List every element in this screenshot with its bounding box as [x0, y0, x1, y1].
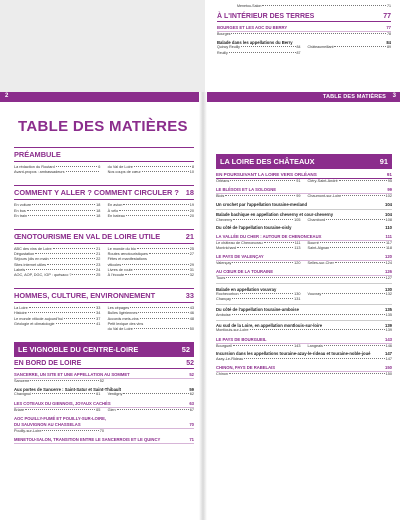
toc-entry-balade-berry[interactable]: Balade dans les appellations du Berry 84: [217, 39, 391, 45]
subheading-blesois[interactable]: LE BLÉSOIS ET LA SOLOGNE 99: [216, 187, 392, 193]
section-loire-des-chateaux[interactable]: LA LOIRE DES CHÂTEAUX 91: [216, 154, 392, 169]
toc-entry[interactable]: Nos coups de cœur 10: [107, 170, 194, 175]
toc-entry[interactable]: Pouilly-sur-Loire 70: [14, 428, 104, 433]
toc-entry[interactable]: AOC, AOP, DGC, IGP : quésaco ? 25: [14, 273, 101, 278]
toc-entry[interactable]: Menetou-Salon 71: [237, 4, 391, 8]
toc-entry[interactable]: Saint-Aignan 118: [307, 246, 392, 251]
background-top-left: [0, 0, 205, 92]
toc-entry[interactable]: À vélo 20: [107, 208, 194, 213]
toc-entry[interactable]: Chambord 108: [307, 217, 392, 222]
toc-entry-balade-cheverny[interactable]: Balade bachique en appellation cheverny et cour-cheverny 104: [216, 212, 392, 218]
right-header-bar: [206, 92, 400, 102]
subheading-bourges-berry[interactable]: BOURGES ET LES AOC DU BERRY 77: [217, 25, 391, 31]
section-comment-y-aller[interactable]: COMMENT Y ALLER ? COMMENT CIRCULER ? 18: [14, 185, 194, 200]
toc-entry[interactable]: Le château de Chenonceau 111: [216, 240, 301, 245]
toc-entry[interactable]: Orléans 91: [216, 179, 301, 183]
toc-entry[interactable]: Selles-sur-Cher 124: [307, 261, 392, 266]
left-page-number: 2: [5, 93, 9, 99]
toc-entry[interactable]: Montlouis-sur-Loire 139: [216, 328, 392, 333]
toc-entry[interactable]: Quincy Reuilly 84: [217, 45, 301, 50]
toc-entry[interactable]: Tours 127: [216, 276, 392, 281]
running-head: TABLE DES MATIÈRES: [322, 93, 386, 100]
toc-entry[interactable]: En voiture 18: [14, 203, 101, 208]
left-header-bar: [0, 92, 200, 102]
toc-entry[interactable]: Chavignol 61: [14, 392, 101, 397]
toc-entry[interactable]: Gien 67: [107, 407, 194, 412]
left-page: [14, 110, 194, 444]
toc-entry[interactable]: Le monde du bio 25: [107, 247, 194, 252]
toc-entry[interactable]: Avant-propos : ambassadeurs: [14, 170, 100, 175]
toc-entry[interactable]: Labels 24: [14, 267, 101, 272]
toc-entry[interactable]: viticoles 29: [107, 262, 194, 267]
toc-entry[interactable]: Accords mets-vins 48: [107, 316, 194, 321]
section-preambule[interactable]: PRÉAMBULE: [14, 147, 194, 162]
toc-entry-touraine-mesland[interactable]: Un crochet par l'appellation touraine-mesland 104: [216, 201, 392, 207]
toc-entry[interactable]: Bourré 117: [307, 240, 392, 245]
subheading-chinon[interactable]: CHINON, PAYS DE RABELAIS 150: [216, 364, 392, 370]
toc-entry[interactable]: Vouvray 132: [307, 292, 392, 297]
toc-entry[interactable]: Briare 65: [14, 407, 101, 412]
toc-entry[interactable]: Bourges 78: [217, 32, 391, 37]
toc-entry[interactable]: Routes œnotouristiques 27: [107, 252, 194, 257]
toc-entry[interactable]: En bateau 20: [107, 213, 194, 218]
toc-entry[interactable]: Chaumont-sur-Loire 102: [307, 194, 392, 199]
toc-entry-touraine-amboise[interactable]: Du côté de l'appellation touraine-amboise 135: [216, 307, 392, 313]
toc-entry[interactable]: Valençay 120: [216, 261, 301, 266]
section-heading-interieur[interactable]: À L'INTÉRIEUR DES TERRES 77: [217, 13, 391, 21]
section-hommes-culture[interactable]: HOMMES, CULTURE, ENVIRONNEMENT 33: [14, 288, 194, 303]
book-spine: [199, 92, 207, 520]
toc-entry[interactable]: du Val de Loire 8: [107, 165, 194, 169]
subheading-pouilly[interactable]: AOC POUILLY-FUMÉ ET POUILLY-SUR-LOIRE, DU SAUVIGNON AU CHASSELAS 70: [14, 415, 194, 427]
toc-entry[interactable]: Cléry-Saint-André 95: [307, 179, 392, 183]
toc-entry[interactable]: En avion 19: [107, 203, 194, 208]
book-spread: [0, 92, 400, 520]
subheading-coeur-touraine[interactable]: AU CŒUR DE LA TOURAINE 126: [216, 269, 392, 275]
toc-entry-incursion-azay[interactable]: 147 Incursion dans les appellations touraine-azay-le-rideau et touraine-noble-joué: [216, 351, 392, 357]
toc-entry[interactable]: Chinon 150: [216, 371, 392, 376]
toc-entry[interactable]: En bus 18: [14, 208, 101, 213]
toc-entry[interactable]: Verdigny 62: [107, 392, 194, 397]
toc-entry[interactable]: La rédaction du Routard 6: [14, 165, 101, 169]
toc-entry[interactable]: Langeais 146: [307, 343, 392, 348]
toc-entry[interactable]: Châteaumeillant 89: [307, 45, 391, 50]
toc-entry[interactable]: Cheverny 105: [216, 217, 301, 222]
toc-entry[interactable]: ABC des vins de Loire 21: [14, 247, 101, 252]
toc-entry[interactable]: Fêtes et manifestations: [107, 257, 147, 262]
toc-entry[interactable]: du Val de Loire 50: [107, 327, 194, 332]
toc-entry[interactable]: Sancerre 52: [14, 379, 104, 384]
toc-entry[interactable]: Montrichard 113: [216, 246, 301, 251]
subheading-pays-de-bourgueil[interactable]: LE PAYS DE BOURGUEIL 143: [216, 336, 392, 342]
toc-entry[interactable]: Bulles ligériennes 46: [107, 311, 194, 316]
page-title: TABLE DES MATIÈRES: [18, 118, 188, 135]
subheading-vallee-du-cher[interactable]: LA VALLÉE DU CHER : AUTOUR DE CHENONCEAUX 111: [216, 233, 392, 239]
toc-entry[interactable]: Rochecorbon 130: [216, 292, 301, 297]
section-vignoble-centre-loire[interactable]: LE VIGNOBLE DU CENTRE-LOIRE 52: [14, 342, 194, 357]
toc-entry[interactable]: Séjours (dis en main 22: [14, 257, 101, 262]
section-en-bord-de-loire[interactable]: EN BORD DE LOIRE 52: [14, 360, 194, 368]
toc-entry-aux-portes[interactable]: Aux portes de Sancerre : Saint-Satur et Saint-Thibault 59: [14, 386, 194, 392]
toc-entry[interactable]: Livres de route 31: [107, 267, 194, 272]
toc-entry[interactable]: Le monde viticole aujourd'hui 37: [14, 316, 101, 321]
toc-entry[interactable]: Amboise 135: [216, 312, 392, 317]
toc-entry[interactable]: Blois 99: [216, 194, 301, 199]
toc-entry[interactable]: Sites internet utiles 23: [14, 262, 101, 267]
subheading-menetou-salon[interactable]: MENETOU-SALON, TRANSITION ENTRE LE SANCERROIS ET LE QUINCY 71: [14, 436, 194, 442]
toc-entry[interactable]: Géologie et climatologie 41: [14, 321, 101, 326]
toc-entry[interactable]: Bourgueil 143: [216, 343, 301, 348]
right-page-number: 3: [392, 93, 396, 99]
toc-entry[interactable]: À l'écoute 32: [107, 273, 194, 278]
toc-entry[interactable]: Les cépages 43: [107, 306, 194, 311]
toc-entry[interactable]: Azay-Le-Rideau 147: [216, 356, 392, 361]
toc-entry-montlouis-sur-loire[interactable]: Au sud de la Loire, en appellation montlouis-sur-loire 139: [216, 323, 392, 329]
toc-entry[interactable]: Dégustation 21: [14, 252, 101, 257]
toc-entry[interactable]: Petit lexique des vins: [107, 321, 144, 326]
subheading-sancerre[interactable]: SANCERRE, UN SITE ET UNE APPELLATION AU SOMMET 52: [14, 372, 194, 378]
section-en-poursuivant[interactable]: EN POURSUIVANT LA LOIRE VERS ORLÉANS 91: [216, 172, 392, 177]
subheading-pays-de-valencay[interactable]: LE PAYS DE VALENÇAY 120: [216, 254, 392, 260]
right-page: [216, 110, 392, 377]
toc-entry[interactable]: Chançay 131: [216, 297, 301, 302]
toc-entry[interactable]: Reuilly 87: [217, 50, 301, 55]
toc-entry[interactable]: Histoire 34: [14, 311, 101, 316]
subheading-coteaux-giennois[interactable]: LES COTEAUX DU GIENNOIS, JOYAUX CACHÉS 63: [14, 400, 194, 406]
toc-entry-touraine-oisly[interactable]: Du côté de l'appellation touraine-oisly 110: [216, 225, 392, 231]
section-oenotourisme[interactable]: ŒNOTOURISME EN VAL DE LOIRE UTILE 21: [14, 229, 194, 244]
toc-entry[interactable]: La Loire 33: [14, 306, 101, 311]
toc-entry[interactable]: En train 18: [14, 213, 101, 218]
previous-page-fragment: [205, 0, 400, 92]
toc-entry-balade-vouvray[interactable]: Balade en appellation vouvray 130: [216, 286, 392, 292]
